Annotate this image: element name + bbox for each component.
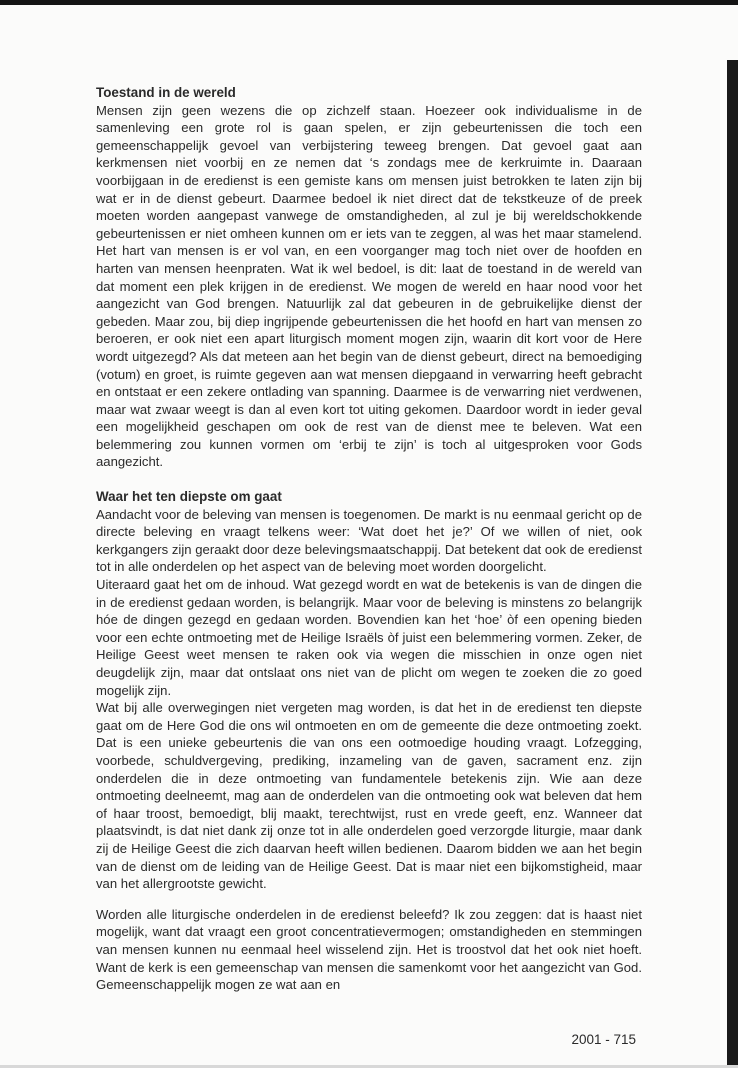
scan-right-edge: [727, 60, 738, 1068]
scan-top-edge: [0, 0, 738, 5]
section-heading-waar-het-om-gaat: Waar het ten diepste om gaat: [96, 489, 282, 505]
page-number: 2001 - 715: [571, 1032, 636, 1047]
article-body: [96, 84, 642, 994]
paragraph: Aandacht voor de beleving van mensen is toegenomen. De markt is nu eenmaal gericht op de directe beleving en vraagt telkens weer: ‘Wat doet het je?’ Of we willen of niet, ook kerkgangers zijn geraakt door deze belevingsmaatschappij. Dat betekent dat ook de eredienst tot in alle onderdelen op het aspect van de beleving moet worden doorgelicht.: [96, 506, 642, 575]
section-spacer: [96, 471, 642, 488]
paragraph-spacer: [96, 893, 642, 906]
section-heading-toestand: Toestand in de wereld: [96, 85, 236, 100]
paragraph: Mensen zijn geen wezens die op zichzelf staan. Hoezeer ook individualisme in de samenleving een grote rol is gaan spelen, er zijn gebeurtenissen die toch een gemeenschappelijk gevoel van verbijstering teweeg brengen. Dat gevoel gaat aan kerkmensen niet voorbij en ze nemen dat ‘s zondags mee de kerkruimte in. Daaraan voorbijgaan in de eredienst is een gemiste kans om mensen juist betrokken te laten zijn bij wat er in de dienst gebeurt. Daarmee bedoel ik niet direct dat de tekstkeuze of de preek moeten worden aangepast vanwege de omstandigheden, al zul je bij wereldschokkende gebeurtenissen er niet omheen kunnen om er iets van te zeggen, al was het maar stamelend. Het hart van mensen is er vol van, en een voorganger mag toch niet over de hoofden en harten van mensen heenpraten. Wat ik wel bedoel, is dit: laat de toestand in de wereld van dat moment een plek krijgen in de eredienst. We mogen de wereld en haar nood voor het aangezicht van God brengen. Natuurlijk zal dat gebeuren in de gebruikelijke dienst der gebeden. Maar zou, bij diep ingrijpende gebeurtenissen die het hoofd en hart van mensen zo beroeren, er ook niet een apart liturgisch moment mogen zijn, waarin dit kort voor de Here wordt uitgezegd? Als dat meteen aan het begin van de dienst gebeurt, direct na bemoediging (votum) en groet, is ruimte gegeven aan wat mensen diepgaand in verwarring heeft gebracht en ontstaat er een zekere ontlading van spanning. Daarmee is de verwarring niet verdwenen, maar wat zwaar weegt is dan al even kort tot uiting gekomen. Daardoor wordt in ieder geval een mogelijkheid geschapen om ook de rest van de dienst mee te beleven. Wat een belemmering zou kunnen vormen om ‘erbij te zijn’ is toch al uitgesproken voor Gods aangezicht.: [96, 102, 642, 470]
paragraph: Worden alle liturgische onderdelen in de eredienst beleefd? Ik zou zeggen: dat is haast niet mogelijk, want dat vraagt een groot concentratievermogen; omstandigheden en stemmingen van mensen kunnen nu eenmaal heel wisselend zijn. Het is troostvol dat het ook niet hoeft. Want de kerk is een gemeenschap van mensen die samenkomt voor het aangezicht van God. Gemeenschappelijk mogen ze wat aan en: [96, 906, 642, 993]
paragraph: Wat bij alle overwegingen niet vergeten mag worden, is dat het in de eredienst ten diepste gaat om de Here God die ons wil ontmoeten en om de gemeente die deze ontmoeting zoekt. Dat is een unieke gebeurtenis die van ons een ootmoedige houding vraagt. Lofzegging, voorbede, schuldvergeving, prediking, inzameling van de gaven, sacrament enz. zijn onderdelen die in deze ontmoeting van fundamentele betekenis zijn. Wie aan deze ontmoeting deelneemt, mag aan de onderdelen van die ontmoeting ook wat beleven dat hem of haar troost, bemoedigt, blij maakt, terechtwijst, rust en vrede geeft, enz. Wanneer dat plaatsvindt, is dat niet dank zij onze tot in alle onderdelen goed verzorgde liturgie, maar dank zij de Heilige Geest die zich daarvan heeft willen bedienen. Daarom bidden we aan het begin van de dienst om de leiding van de Heilige Geest. Dat is maar niet een bijkomstigheid, maar van het allergrootste gewicht.: [96, 700, 642, 892]
paragraph: Uiteraard gaat het om de inhoud. Wat gezegd wordt en wat de betekenis is van de dingen die in de eredienst gedaan worden, is belangrijk. Maar voor de beleving is minstens zo belangrijk hóe de dingen gezegd en gedaan worden. Bovendien kan het ‘hoe’ òf een opening bieden voor een echte ontmoeting met de Heilige Israëls òf juist een belemmering vormen. Zeker, de Heilige Geest weet mensen te raken ook via wegen die misschien in onze ogen niet deugdelijk zijn, maar dat ontslaat ons niet van de plicht om wegen te zoeken die zo goed mogelijk zijn.: [96, 577, 642, 698]
